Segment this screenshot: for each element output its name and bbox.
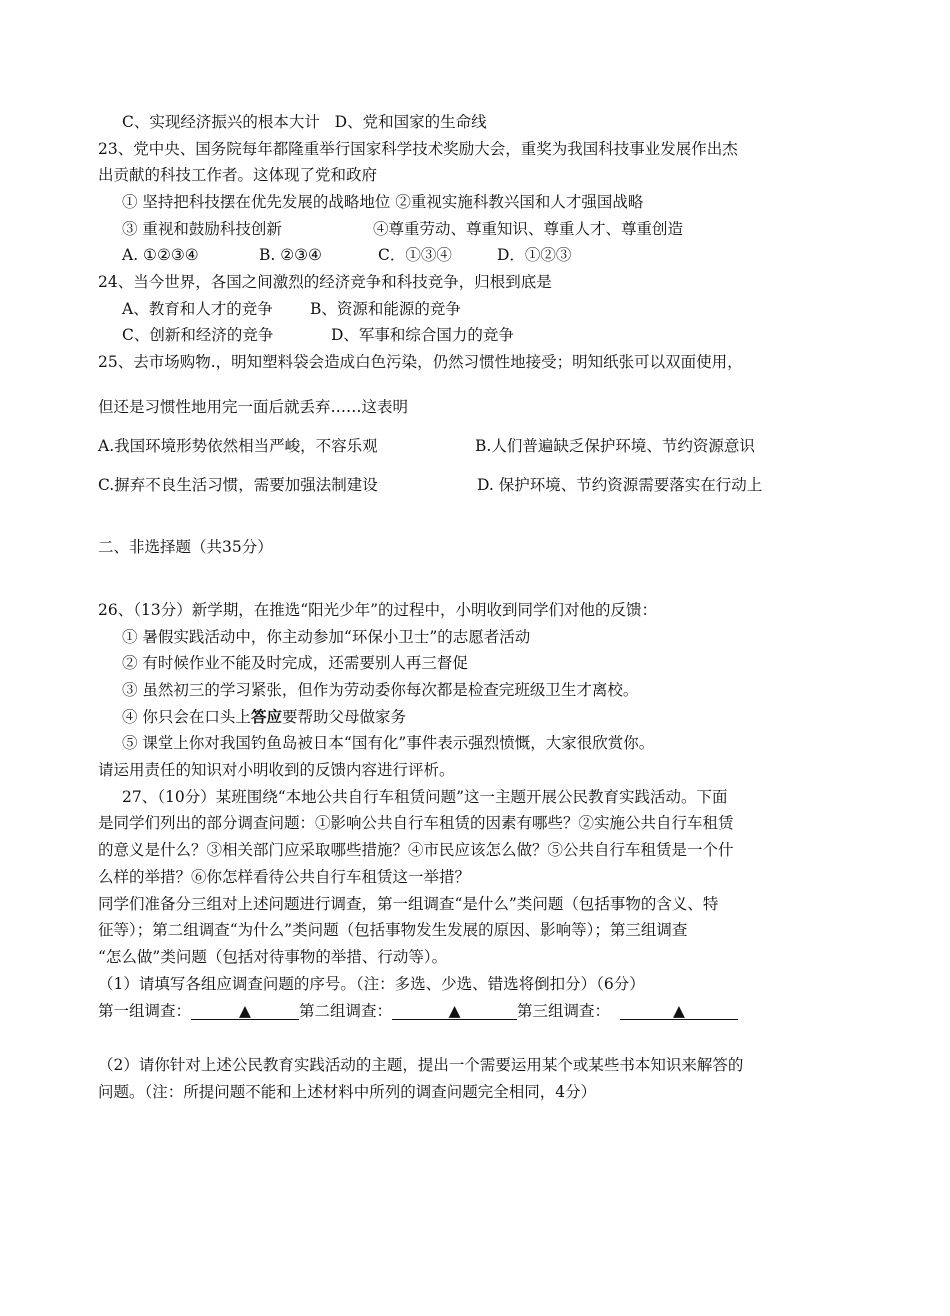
q27-group2-marker: ▲ bbox=[448, 1002, 461, 1020]
q23-stem-line2: 出贡献的科技工作者。这体现了党和政府 bbox=[98, 166, 378, 184]
q26-item-4 bbox=[122, 707, 406, 727]
section-title-non-choice: 二、非选择题（共35分） bbox=[98, 538, 273, 556]
q23-option-d: D．①②③ bbox=[497, 246, 572, 264]
q27-stem-line3: 的意义是什么？③相关部门应采取哪些措施？④市民应该怎么做？⑤公共自行车租赁是一个什 bbox=[98, 841, 734, 859]
q26-item-4-pre: ④ 你只会在口头上 bbox=[122, 708, 251, 726]
q22-options-cd bbox=[122, 112, 487, 132]
q27-stem-line6: 征等）；第二组调查“为什么”类问题（包括事物发生发展的原因、影响等）；第三组调查 bbox=[98, 921, 688, 939]
q27-group3-marker: ▲ bbox=[672, 1002, 685, 1020]
q27-group3-label: 第三组调查： bbox=[517, 1002, 611, 1020]
q24-stem: 24、当今世界，各国之间激烈的经济竞争和科技竞争，归根到底是 bbox=[98, 273, 552, 291]
q26-item-4-bold: 答应 bbox=[250, 707, 282, 726]
q25-option-c: C.摒弃不良生活习惯，需要加强法制建设 bbox=[98, 476, 378, 494]
q27-group3-answer-blank[interactable] bbox=[620, 1001, 738, 1020]
q23-option-a: A. ①②③④ bbox=[122, 246, 199, 264]
q27-stem-line1: 27、（10分）某班围绕“本地公共自行车租赁问题”这一主题开展公民教育实践活动。下面 bbox=[122, 788, 728, 806]
q24-option-c: C、创新和经济的竞争 bbox=[122, 326, 274, 344]
q24-option-b: B、资源和能源的竞争 bbox=[310, 300, 461, 318]
q26-item-5: ⑤ 课堂上你对我国钓鱼岛被日本“国有化”事件表示强烈愤慨，大家很欣赏你。 bbox=[122, 734, 655, 752]
q27-stem-line5: 同学们准备分三组对上述问题进行调查，第一组调查“是什么”类问题（包括事物的含义、特 bbox=[98, 895, 719, 913]
q26-item-2: ② 有时候作业不能及时完成，还需要别人再三督促 bbox=[122, 654, 468, 672]
q27-sub2-line1: （2）请你针对上述公民教育实践活动的主题，提出一个需要运用某个或某些书本知识来解答的 bbox=[98, 1056, 744, 1074]
q23-item-1: ① 坚持把科技摆在优先发展的战略地位 ②重视实施科教兴国和人才强国战略 bbox=[122, 193, 644, 211]
q26-item-4-post: 要帮助父母做家务 bbox=[281, 708, 406, 726]
q27-group1-answer-blank[interactable] bbox=[191, 1001, 299, 1020]
q23-option-c: C．①③④ bbox=[378, 246, 452, 264]
q25-option-a: A.我国环境形势依然相当严峻，不容乐观 bbox=[98, 437, 378, 455]
q25-option-b: B.人们普遍缺乏保护环境、节约资源意识 bbox=[475, 437, 755, 455]
q23-items-3-4 bbox=[122, 219, 282, 239]
q26-item-1: ① 暑假实践活动中，你主动参加“环保小卫士”的志愿者活动 bbox=[122, 628, 531, 646]
q27-group2-answer-blank[interactable] bbox=[392, 1001, 517, 1020]
q23-item-3: ③ 重视和鼓励科技创新 bbox=[122, 220, 282, 238]
q24-option-a: A、教育和人才的竞争 bbox=[122, 300, 273, 318]
q27-stem-line4: 么样的举措？⑥你怎样看待公共自行车租赁这一举措？ bbox=[98, 868, 471, 886]
q25-stem-line2: 但还是习惯性地用完一面后就丢弃……这表明 bbox=[98, 398, 409, 416]
q27-stem-line2: 是同学们列出的部分调查问题：①影响公共自行车租赁的因素有哪些？②实施公共自行车租赁 bbox=[98, 814, 734, 832]
q24-option-d: D、军事和综合国力的竞争 bbox=[331, 326, 514, 344]
q23-stem-line1: 23、党中央、国务院每年都隆重举行国家科学技术奖励大会，重奖为我国科技事业发展作出杰 bbox=[98, 140, 738, 158]
q27-group2-label: 第二组调查： bbox=[299, 1002, 393, 1020]
q22-option-d: D、党和国家的生命线 bbox=[334, 113, 487, 131]
q27-sub2-line2: 问题。（注：所提问题不能和上述材料中所列的调查问题完全相同，4分） bbox=[98, 1083, 597, 1101]
q26-item-3: ③ 虽然初三的学习紧张，但作为劳动委你每次都是检查完班级卫生才离校。 bbox=[122, 681, 639, 699]
q23-option-b: B. ②③④ bbox=[259, 246, 322, 264]
q23-item-4: ④尊重劳动、尊重知识、尊重人才、尊重创造 bbox=[373, 220, 684, 238]
q27-group1-marker: ▲ bbox=[239, 1002, 251, 1020]
q27-group1-label: 第一组调查： bbox=[98, 1002, 192, 1020]
q25-stem-line1: 25、去市场购物.，明知塑料袋会造成白色污染，仍然习惯性地接受；明知纸张可以双面使用， bbox=[98, 353, 743, 371]
q26-stem: 26、（13分）新学期，在推选“阳光少年”的过程中，小明收到同学们对他的反馈： bbox=[98, 601, 658, 619]
q22-option-c: C、实现经济振兴的根本大计 bbox=[122, 113, 320, 131]
q26-task: 请运用责任的知识对小明收到的反馈内容进行评析。 bbox=[98, 761, 455, 779]
q25-option-d: D. 保护环境、节约资源需要落实在行动上 bbox=[477, 476, 763, 494]
q27-group-answers bbox=[98, 1001, 738, 1021]
q27-sub1: （1）请填写各组应调查问题的序号。（注：多选、少选、错选将倒扣分）（6分） bbox=[98, 975, 645, 993]
q27-stem-line7: “怎么做”类问题（包括对待事物的举措、行动等）。 bbox=[98, 948, 448, 966]
